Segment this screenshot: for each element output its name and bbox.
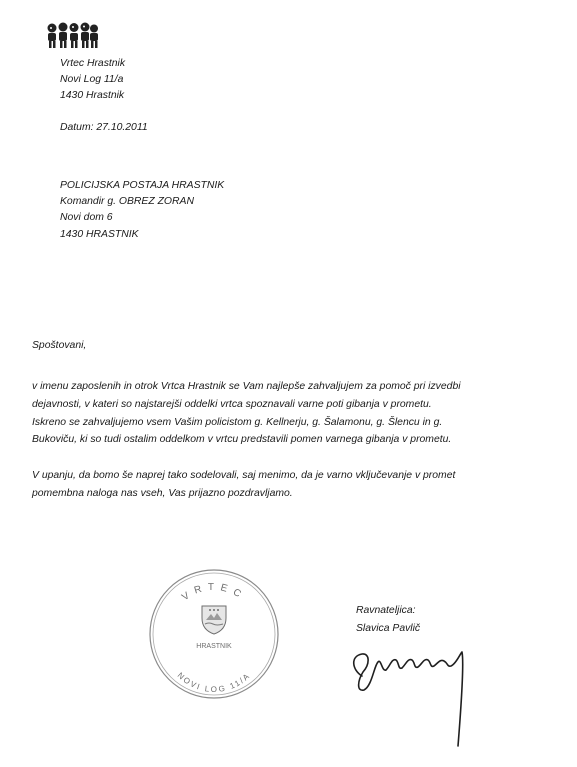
paragraph-line: pomembna naloga nas vseh, Vas prijazno pozdravljamo. [32, 487, 293, 499]
recipient-line-4: 1430 HRASTNIK [60, 228, 139, 240]
paragraph-line: V upanju, da bomo še naprej tako sodelovali, saj menimo, da je varno vključevanje v promet [32, 470, 456, 481]
recipient-line-3: Novi dom 6 [60, 212, 113, 224]
sender-address [60, 56, 125, 105]
official-seal-icon [146, 566, 282, 702]
sender-city: 1430 Hrastnik [60, 90, 125, 102]
body-paragraph-2 [32, 467, 455, 503]
recipient-address [60, 178, 224, 243]
paragraph-line: v imenu zaposlenih in otrok Vrtca Hrastnik se Vam najlepše zahvaljujem za pomoč pri izvedbi [32, 381, 461, 392]
signatory-title: Ravnateljica: [356, 605, 416, 616]
body-paragraph-1 [32, 378, 461, 449]
sender-name: Vrtec Hrastnik [60, 58, 126, 69]
paragraph-line: dejavnosti, v kateri so najstarejši oddelki vrtca spoznavali varne poti gibanja v prometu. [32, 398, 432, 410]
stamp-bottom-text: NOVI LOG 11/A [175, 670, 253, 695]
svg-text:VRTEC [180, 582, 248, 603]
signatory-name: Slavica Pavlič [356, 623, 421, 634]
recipient-line-2: Komandir g. OBREZ ZORAN [60, 196, 194, 208]
paragraph-line: Iskreno se zahvaljujemo vsem Vašim policistom g. Kellnerju, g. Šalamonu, g. Šlencu in g. [32, 416, 443, 428]
svg-text:NOVI LOG 11/A [176, 671, 253, 694]
stamp-center-text: HRASTNIK [196, 643, 232, 650]
paragraph-line: Bukoviču, ki so tudi ostalim oddelkom v vrtcu predstavili pomen varnega gibanja v prometu. [32, 434, 452, 446]
recipient-line-1: POLICIJSKA POSTAJA HRASTNIK [60, 180, 225, 191]
children-logo-icon [44, 22, 100, 50]
salutation: Spoštovani, [32, 340, 87, 351]
letter-date: Datum: 27.10.2011 [60, 122, 148, 133]
stamp-top-text: VRTEC [180, 581, 248, 604]
signature-block [356, 602, 420, 638]
sender-street: Novi Log 11/a [60, 74, 124, 86]
handwritten-signature-icon [348, 636, 476, 748]
